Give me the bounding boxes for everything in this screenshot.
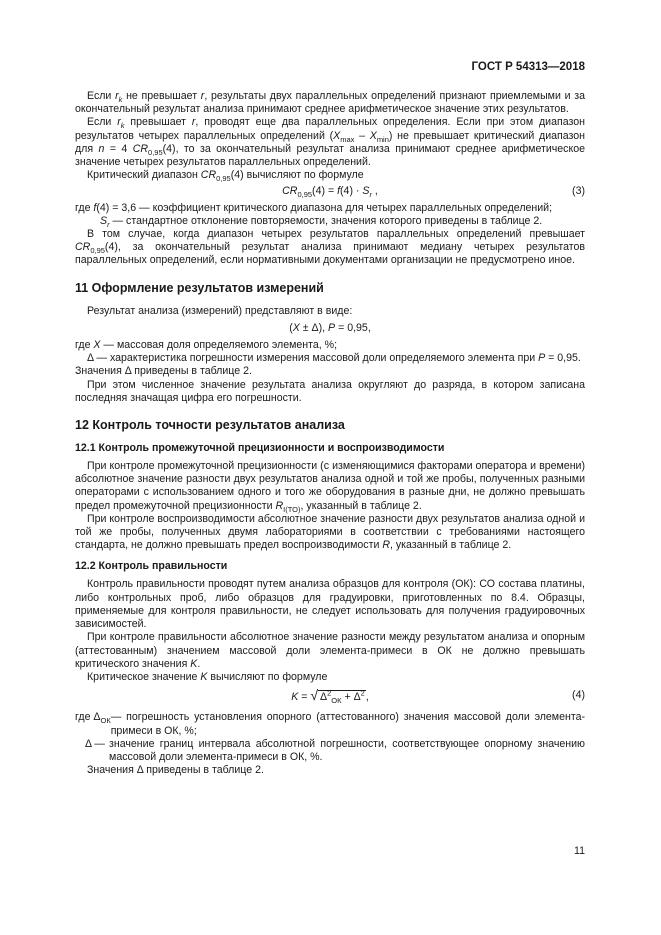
page-content	[75, 90, 585, 777]
where-f4: где f(4) = 3,6 — коэффициент критического диапазона для четырех параллельных определений;	[75, 201, 553, 214]
paragraph-critical-range: Критический диапазон $CR_{0,95}(4)$ вычисляют по формуле	[87, 169, 364, 184]
formula-4: K = √ $\Delta^2_{ОК} + \Delta^2$, (4)	[291, 687, 585, 706]
formula-3: $CR_{0,95}(4) = f(4) \cdot S_r$ , (3)	[282, 185, 585, 200]
formula-result: (X ± Δ), P = 0,95,	[289, 321, 371, 334]
paragraph-reproducibility: При контроле воспроизводимости абсолютное значение разности двух результатов анализа одной и той же пробы, полученных двумя лабораториями в соответствии с требованиями настоящего стандарта, не должно превышать предел воспроизводимости R, указанный в таблице 2.	[75, 512, 585, 552]
where-delta-ok: где $\Delta_{ОК}$ — погрешность установления опорного (аттестованного) значения массовой доли элемента-примеси в ОК, %;	[75, 711, 585, 737]
paragraph-critical-value: При контроле правильности абсолютное значение разности между результатом анализа и опорным (аттестованным) значением массовой доли элемента-примеси в ОК не должно превышать критического значения K.	[75, 631, 585, 670]
paragraph-delta-values-2: Значения Δ приведены в таблице 2.	[87, 764, 264, 777]
paragraph-intermediate-precision: При контроле промежуточной прецизионности (с изменяющимися факторами оператора и времени) абсолютное значение разности двух результатов анализа одной и той же пробы, полученных разными операторами с использованием одного и того же оборудования в разные дни, не должно превышать предел промежуточной прецизионности $R_{I(TO)}$, указанный в таблице 2.	[75, 460, 585, 514]
paragraph-rounding: При этом численное значение результата анализа округляют до разряда, в котором записана последняя значащая цифра его погрешности.	[75, 378, 585, 404]
where-x: где X — массовая доля определяемого элемента, %;	[75, 339, 338, 352]
formula-number: (3)	[572, 185, 585, 198]
sqrt-radicand: $\Delta^2_{ОК} + \Delta^2$	[320, 688, 365, 706]
paragraph-delta-values: Значения Δ приведены в таблице 2.	[75, 365, 252, 378]
paragraph-k-formula-intro: Критическое значение K вычисляют по формуле	[87, 670, 328, 683]
paragraph-result-form: Результат анализа (измерений) представляют в виде:	[87, 304, 353, 317]
subsection-12-2-title: 12.2 Контроль правильности	[75, 560, 228, 573]
where-sr: $S_r$ — стандартное отклонение повторяемости, значения которого приведены в таблице 2.	[100, 214, 543, 229]
paragraph-rk-not-exceed: Если $r_k$ не превышает r, результаты двух параллельных определений признают приемлемыми и за окончательный результат анализа принимают среднее арифметическое значение этих результатов.	[75, 90, 585, 116]
paragraph-median: В том случае, когда диапазон четырех результатов параллельных определений превышает $CR_{0,95}(4)$, за окончательный результат анализа принимают медиану четырех результатов параллельных определений, если нормативными документами организации не предусмотрено иное.	[75, 228, 585, 267]
where-delta: Δ — характеристика погрешности измерения массовой доли определяемого элемента при P = 0,95.	[87, 352, 581, 365]
formula-number: (4)	[572, 689, 585, 702]
paragraph-accuracy-control: Контроль правильности проводят путем анализа образцов для контроля (ОК): СО состава платины, либо контрольных проб, либо образцов для градуировки, приготовленных по 8.4. Образцы, применяемые для контроля правильности, не следует использовать для получения градуировочных зависимостей.	[75, 578, 585, 631]
paragraph-rk-exceed: Если $r_k$ превышает r, проводят еще два параллельных определения. Если при этом диапазон результатов четырех параллельных определений $(X_{max} - X_{min})$ не превышает критический диапазон для n = 4 $CR_{0,95}(4)$, то за окончательный результат анализа принимают среднее арифметическое значение четырех результатов параллельных определений.	[75, 116, 586, 169]
subsection-12-1-title: 12.1 Контроль промежуточной прецизионности и воспроизводимости	[75, 442, 445, 455]
where-delta-bounds: Δ — значение границ интервала абсолютной погрешности, соответствующее опорному значению массовой доли элемента-примеси в ОК, %.	[85, 737, 585, 763]
section-11-title: 11 Оформление результатов измерений	[75, 280, 324, 295]
sqrt-sign: √	[310, 687, 319, 704]
standard-header: ГОСТ Р 54313—2018	[471, 61, 585, 73]
page-number: 11	[574, 845, 585, 857]
section-12-title: 12 Контроль точности результатов анализа	[75, 418, 345, 433]
